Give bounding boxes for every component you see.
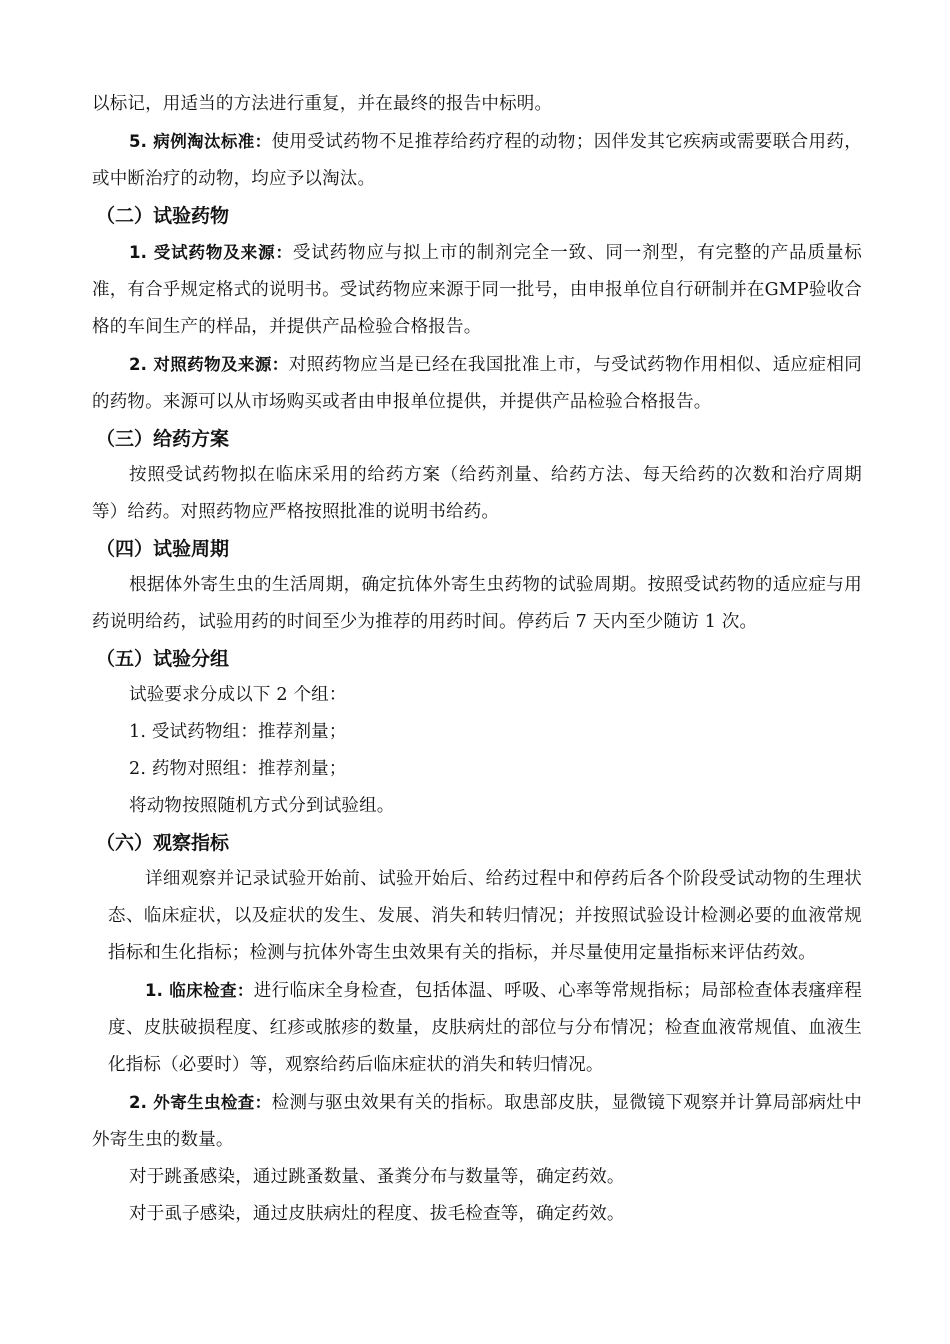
clinical-exam-label: 1. 临床检查：: [145, 981, 254, 1000]
paragraph-control-drug-source: [92, 346, 862, 421]
test-drug-source-text: 受试药物应与拟上市的制剂完全一致、同一剂型，有完整的产品质量标准，有合乎规定格式的说明书。受试药物应来源于同一批号，由申报单位自行研制并在GMP验收合格的车间生产的样品，并提供产品检验合格报告。: [92, 243, 862, 337]
group-item-test-drug: 1. 受试药物组：推荐剂量；: [129, 722, 347, 742]
paragraph-exclusion-criteria: [92, 123, 862, 198]
heading-observation-indicators: （六）观察指标: [96, 832, 230, 854]
exclusion-criteria-label: 5. 病例淘汰标准：: [129, 132, 272, 151]
exclusion-criteria-text: 使用受试药物不足推荐给药疗程的动物；因伴发其它疾病或需要联合用药，或中断治疗的动物，均应予以淘汰。: [92, 132, 862, 189]
paragraph-test-drug-source: [92, 234, 862, 346]
document-page: [92, 86, 862, 1233]
paragraph-flea-infection: 对于跳蚤感染，通过跳蚤数量、蚤粪分布与数量等，确定药效。: [129, 1167, 625, 1187]
heading-test-drugs: （二）试验药物: [96, 205, 230, 227]
heading-dosing-plan: （三）给药方案: [96, 428, 230, 450]
group-item-control-drug: 2. 药物对照组：推荐剂量；: [129, 759, 347, 779]
heading-test-period: （四）试验周期: [96, 538, 230, 560]
paragraph-observation: 详细观察并记录试验开始前、试验开始后、给药过程中和停药后各个阶段受试动物的生理状态、临床症状，以及症状的发生、发展、消失和转归情况；并按照试验设计检测必要的血液常规指标和生化指标；检测与抗体外寄生虫效果有关的指标，并尽量使用定量指标来评估药效。: [108, 869, 862, 963]
paragraph-parasite-exam: [92, 1084, 862, 1159]
control-drug-source-label: 2. 对照药物及来源：: [129, 355, 289, 374]
control-drug-source-text: 对照药物应当是已经在我国批准上市，与受试药物作用相似、适应症相同的药物。来源可以从市场购买或者由申报单位提供，并提供产品检验合格报告。: [92, 355, 862, 412]
heading-test-groups: （五）试验分组: [96, 648, 230, 670]
parasite-exam-label: 2. 外寄生虫检查：: [129, 1093, 272, 1112]
paragraph-continuation: 以标记，用适当的方法进行重复，并在最终的报告中标明。: [92, 94, 553, 114]
test-drug-source-label: 1. 受试药物及来源：: [129, 243, 293, 262]
groups-outro: 将动物按照随机方式分到试验组。: [129, 796, 395, 816]
paragraph-dosing-plan: 按照受试药物拟在临床采用的给药方案（给药剂量、给药方法、每天给药的次数和治疗周期等）给药。对照药物应严格按照批准的说明书给药。: [92, 465, 862, 522]
clinical-exam-text: 进行临床全身检查，包括体温、呼吸、心率等常规指标；局部检查体表瘙痒程度、皮肤破损程度、红疹或脓疹的数量，皮肤病灶的部位与分布情况；检查血液常规值、血液生化指标（必要时）等，观察给药后临床症状的消失和转归情况。: [108, 981, 862, 1075]
observation-block: [92, 861, 862, 1084]
paragraph-lice-infection: 对于虱子感染，通过皮肤病灶的程度、拔毛检查等，确定药效。: [129, 1204, 625, 1224]
paragraph-clinical-exam: [108, 972, 862, 1084]
groups-intro: 试验要求分成以下 2 个组：: [129, 685, 347, 705]
parasite-exam-text: 检测与驱虫效果有关的指标。取患部皮肤，显微镜下观察并计算局部病灶中外寄生虫的数量。: [92, 1093, 862, 1150]
paragraph-test-period: 根据体外寄生虫的生活周期，确定抗体外寄生虫药物的试验周期。按照受试药物的适应症与用药说明给药，试验用药的时间至少为推荐的用药时间。停药后 7 天内至少随访 1 次。: [92, 575, 862, 632]
